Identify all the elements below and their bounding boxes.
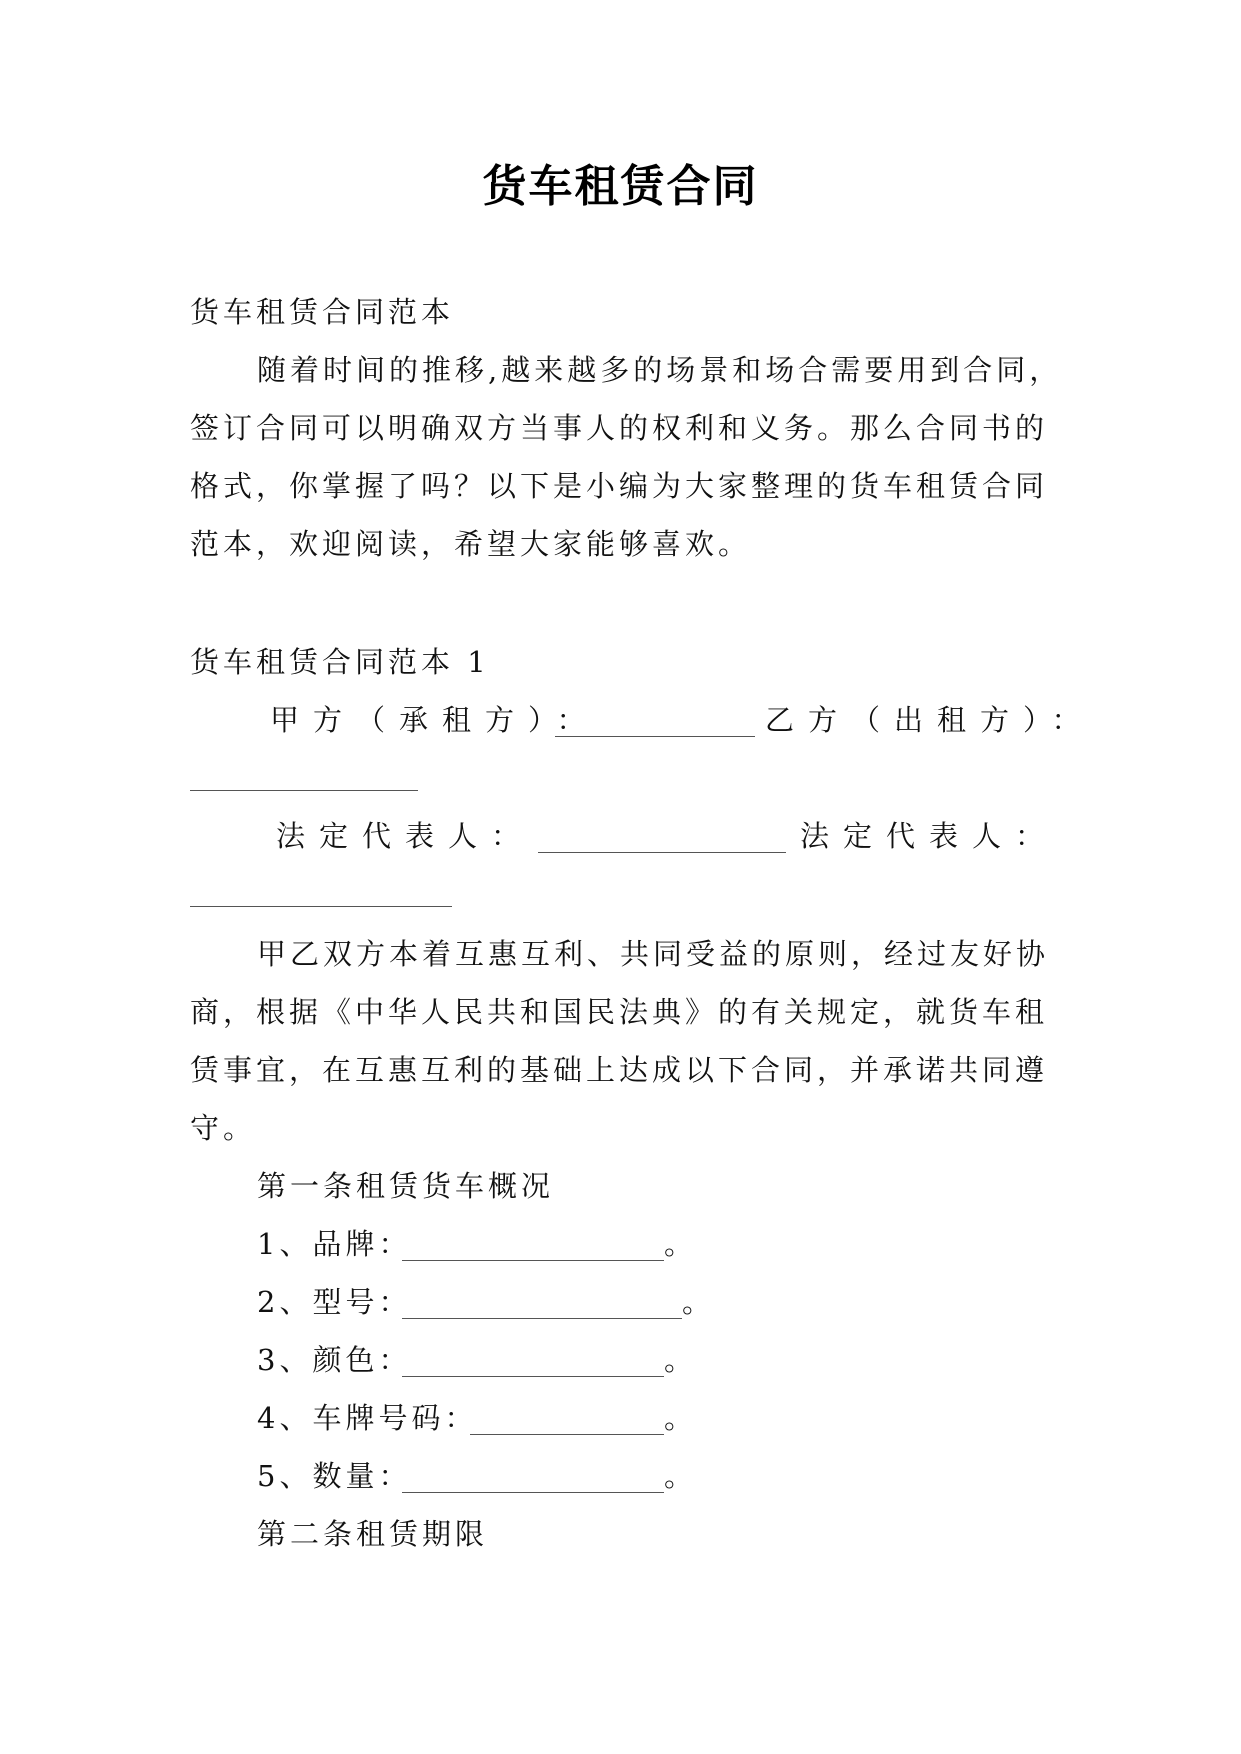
article-1-heading: 第一条租赁货车概况 (257, 1169, 555, 1203)
item-brand-period: 。 (664, 1227, 694, 1261)
intro-line-3: 格式，你掌握了吗？以下是小编为大家整理的货车租赁合同 (190, 469, 1049, 503)
item-quantity-period: 。 (664, 1459, 694, 1493)
item-plate-blank (470, 1434, 664, 1435)
rep-b-label: 法定代表人： (800, 819, 1059, 853)
party-a-blank (555, 736, 755, 737)
item-model-blank (402, 1318, 682, 1319)
item-quantity-blank (402, 1492, 664, 1493)
item-quantity-label: 5、数量： (257, 1459, 412, 1493)
sample-heading: 货车租赁合同范本 1 (190, 645, 490, 679)
subtitle: 货车租赁合同范本 (190, 295, 455, 329)
preamble-line-4: 守。 (190, 1111, 257, 1145)
item-brand-blank (402, 1260, 664, 1261)
preamble-line-1: 甲乙双方本着互惠互利、共同受益的原则，经过友好协 (257, 937, 1050, 971)
rep-a-label: 法定代表人： (276, 819, 535, 853)
party-b-blank (190, 790, 418, 791)
item-model-label: 2、型号： (257, 1285, 412, 1319)
item-plate-label: 4、车牌号码： (257, 1401, 478, 1435)
party-b-label: 乙方（出租方）： (765, 703, 1095, 737)
item-color-blank (402, 1376, 664, 1377)
item-model-period: 。 (682, 1285, 712, 1319)
item-color-label: 3、颜色： (257, 1343, 412, 1377)
intro-line-1: 随着时间的推移,越来越多的场景和场合需要用到合同， (257, 353, 1063, 387)
rep-a-blank (538, 852, 786, 853)
intro-line-4: 范本，欢迎阅读，希望大家能够喜欢。 (190, 527, 752, 561)
preamble-line-3: 赁事宜，在互惠互利的基础上达成以下合同，并承诺共同遵 (190, 1053, 1049, 1087)
preamble-line-2: 商，根据《中华人民共和国民法典》的有关规定，就货车租 (190, 995, 1049, 1029)
item-plate-period: 。 (664, 1401, 694, 1435)
party-a-label: 甲方（承租方）： (270, 703, 600, 737)
intro-line-2: 签订合同可以明确双方当事人的权利和义务。那么合同书的 (190, 411, 1049, 445)
document-title: 货车租赁合同 (482, 161, 759, 212)
article-2-heading: 第二条租赁期限 (257, 1517, 489, 1551)
rep-b-blank (190, 906, 452, 907)
item-brand-label: 1、品牌： (257, 1227, 412, 1261)
item-color-period: 。 (664, 1343, 694, 1377)
